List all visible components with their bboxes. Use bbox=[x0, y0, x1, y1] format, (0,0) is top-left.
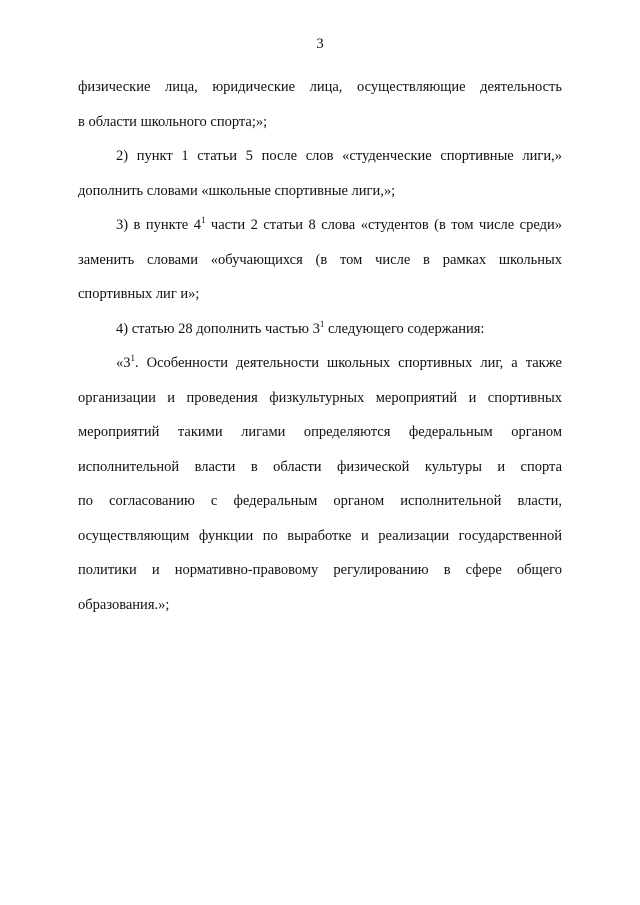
text-line: спортивных лиг и»; bbox=[78, 286, 200, 302]
text-line: образования.»; bbox=[78, 596, 170, 613]
text-line bbox=[78, 208, 562, 243]
text-line: 2) пункт 1 статьи 5 после слов «студенческие спортивные лиги,» bbox=[116, 148, 562, 164]
text-fragment: 3) в пункте 4 bbox=[116, 217, 201, 233]
text-line: организации и проведения физкультурных мероприятий и спортивных bbox=[78, 389, 562, 406]
text-line: политики и нормативно-правовому регулированию в сфере общего bbox=[78, 562, 562, 578]
text-fragment: части 2 статьи 8 слова «студентов (в том числе среди» bbox=[205, 217, 562, 233]
text-fragment: 4) статью 28 дополнить частью 3 bbox=[116, 320, 320, 337]
text-line: мероприятий такими лигами определяются федеральным органом bbox=[78, 424, 562, 440]
superscript: 1 bbox=[200, 215, 206, 225]
text-line: исполнительной власти в области физической культуры и спорта bbox=[78, 458, 562, 475]
text-fragment: «3 bbox=[116, 355, 131, 371]
superscript: 1 bbox=[319, 318, 325, 329]
superscript: 1 bbox=[130, 353, 135, 363]
text-line: осуществляющим функции по выработке и реализации государственной bbox=[78, 527, 562, 544]
document-body bbox=[78, 70, 562, 622]
text-line: заменить словами «обучающихся (в том числе в рамках школьных bbox=[78, 251, 562, 268]
text-line: дополнить словами «школьные спортивные лиги,»; bbox=[78, 182, 396, 199]
text-line: по согласованию с федеральным органом исполнительной власти, bbox=[78, 493, 562, 509]
text-fragment: . Особенности деятельности школьных спортивных лиг, а также bbox=[135, 355, 562, 371]
text-line: в области школьного спорта;»; bbox=[78, 113, 268, 130]
text-line bbox=[78, 312, 562, 347]
text-line: физические лица, юридические лица, осуществляющие деятельность bbox=[78, 79, 562, 95]
text-fragment: следующего содержания: bbox=[324, 320, 485, 337]
page-number: 3 bbox=[316, 36, 324, 52]
text-line bbox=[78, 346, 562, 381]
